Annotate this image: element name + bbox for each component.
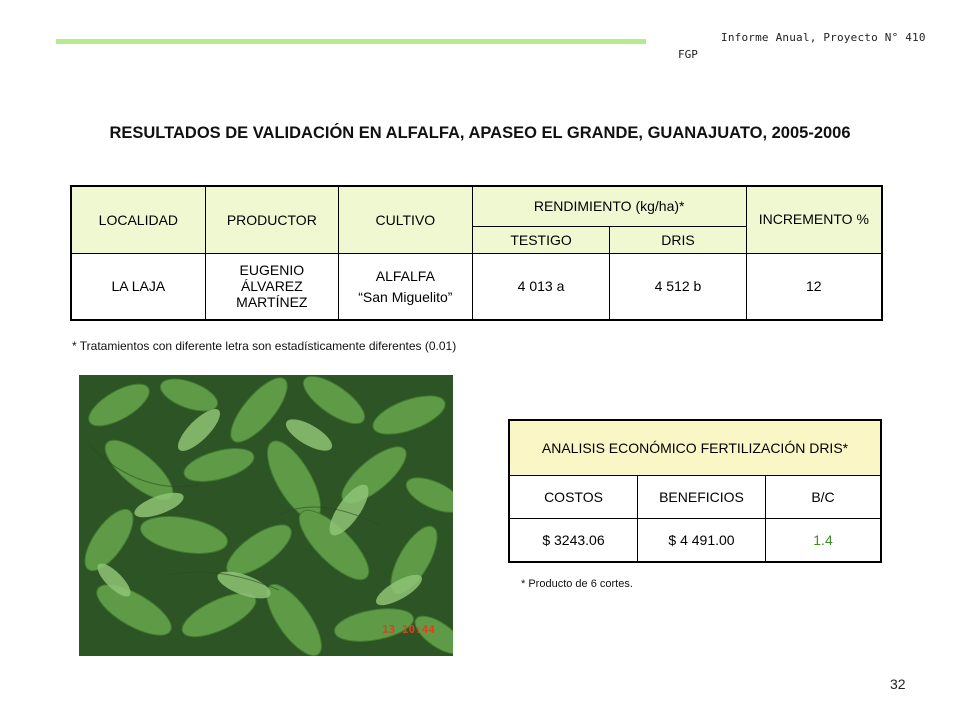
econ-footnote: * Producto de 6 cortes.	[521, 578, 633, 590]
page-title: RESULTADOS DE VALIDACIÓN EN ALFALFA, APASEO EL GRANDE, GUANAJUATO, 2005-2006	[109, 124, 851, 142]
cell-testigo: 4 013 a	[472, 253, 610, 320]
report-org: FGP	[678, 48, 698, 61]
econ-bc-value: 1.4	[766, 519, 882, 563]
header-incremento: INCREMENTO %	[746, 186, 882, 253]
header-productor: PRODUCTOR	[205, 186, 338, 253]
econ-header-costos: COSTOS	[509, 476, 638, 519]
header-testigo: TESTIGO	[472, 226, 610, 253]
cell-dris: 4 512 b	[610, 253, 746, 320]
photo-timestamp: 13 10:44	[382, 623, 435, 636]
alfalfa-photo	[79, 375, 453, 656]
economic-analysis-table	[508, 419, 882, 563]
header-cultivo: CULTIVO	[338, 186, 472, 253]
header-rendimiento: RENDIMIENTO (kg/ha)*	[472, 186, 746, 226]
report-header: Informe Anual, Proyecto N° 410	[721, 31, 926, 44]
alfalfa-leaves-image	[79, 375, 453, 656]
econ-header-beneficios: BENEFICIOS	[638, 476, 766, 519]
table-row	[71, 253, 882, 320]
header-dris: DRIS	[610, 226, 746, 253]
econ-costos-value: $ 3243.06	[509, 519, 638, 563]
results-table	[70, 185, 883, 321]
cultivo-variety: “San Miguelito”	[358, 288, 453, 305]
cultivo-name: ALFALFA	[375, 267, 435, 284]
cell-localidad: LA LAJA	[71, 253, 205, 320]
page-number: 32	[890, 676, 906, 692]
cell-incremento: 12	[746, 253, 882, 320]
header-rule	[56, 39, 646, 44]
results-footnote: * Tratamientos con diferente letra son estadísticamente diferentes (0.01)	[72, 339, 457, 353]
econ-beneficios-value: $ 4 491.00	[638, 519, 766, 563]
header-localidad: LOCALIDAD	[71, 186, 205, 253]
cell-productor: EUGENIO ÁLVAREZ MARTÍNEZ	[205, 253, 338, 320]
cell-cultivo	[338, 253, 472, 320]
econ-title: ANALISIS ECONÓMICO FERTILIZACIÓN DRIS*	[509, 420, 881, 476]
econ-header-bc: B/C	[766, 476, 882, 519]
